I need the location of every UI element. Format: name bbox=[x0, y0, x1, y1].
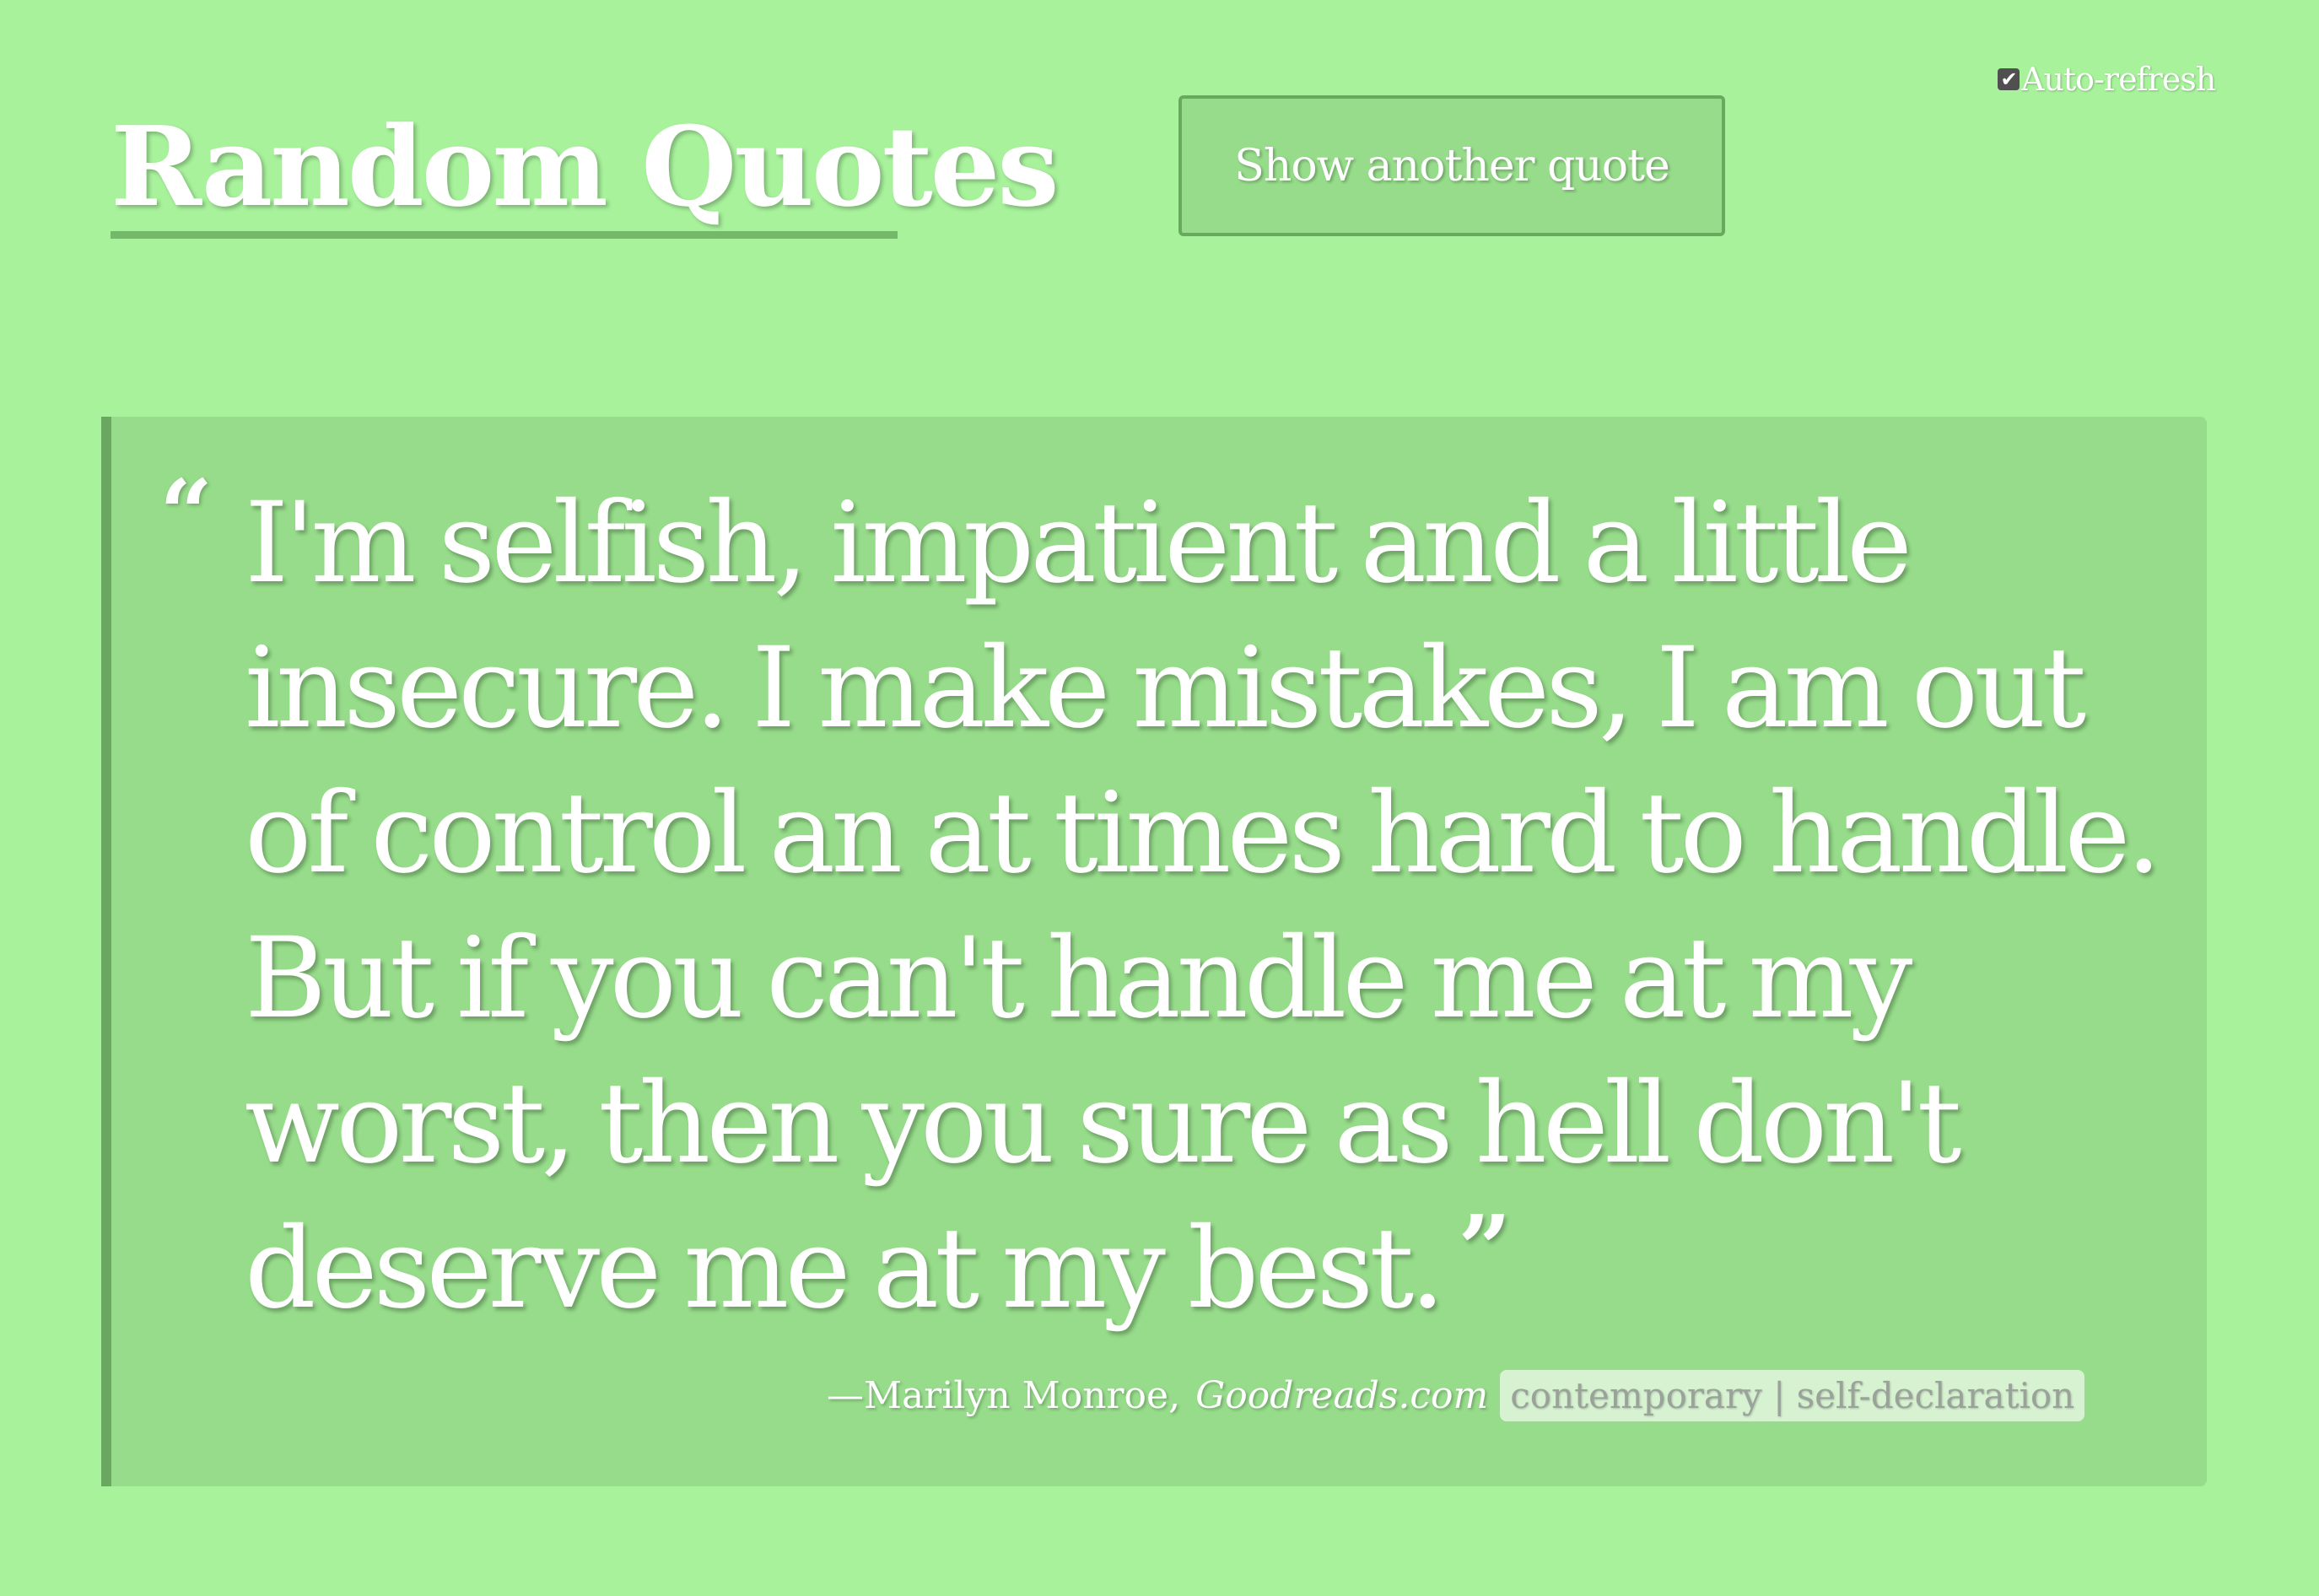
auto-refresh-label: Auto-refresh bbox=[2021, 61, 2216, 98]
open-quote-icon: “ bbox=[159, 459, 213, 568]
quote-card bbox=[101, 417, 2207, 1486]
author-prefix: — bbox=[827, 1374, 864, 1417]
close-quote-icon: ” bbox=[1458, 1194, 1512, 1303]
quote-author: Marilyn Monroe bbox=[864, 1374, 1169, 1417]
quote-attribution bbox=[827, 1370, 2084, 1421]
quote-text-block bbox=[245, 471, 2193, 1341]
title-underline bbox=[111, 231, 898, 239]
quote-tags: contemporary | self-declaration bbox=[1500, 1370, 2084, 1421]
show-another-quote-button[interactable]: Show another quote bbox=[1178, 95, 1725, 236]
quote-source: Goodreads.com bbox=[1195, 1374, 1489, 1417]
attribution-separator: , bbox=[1168, 1374, 1193, 1417]
page-title: Random Quotes bbox=[111, 102, 1057, 231]
quote-text: I'm selfish, impatient and a little insecure. I make mistakes, I am out of control an at times hard to handle. But if you can't handle me at my worst, then you sure as hell don't deserve me at my best. bbox=[245, 478, 2158, 1334]
auto-refresh-toggle[interactable] bbox=[1998, 61, 2215, 98]
auto-refresh-checkbox[interactable]: ✔ bbox=[1998, 68, 2020, 90]
